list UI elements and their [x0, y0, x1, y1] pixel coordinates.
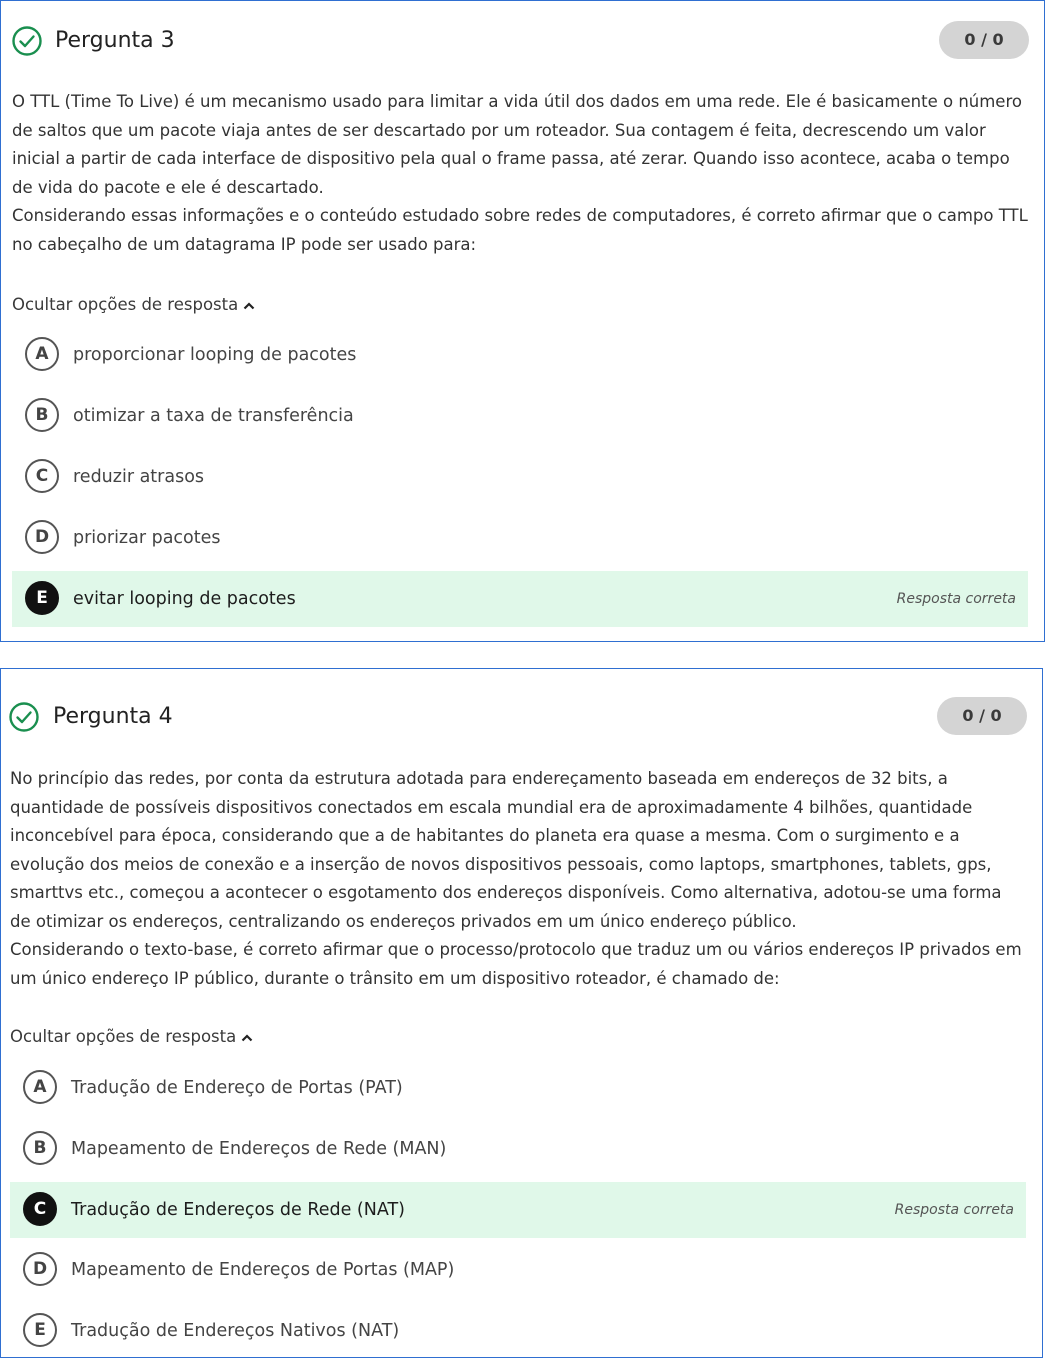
- correct-answer-tag: Resposta correta: [896, 591, 1016, 607]
- question-text: [12, 88, 1030, 259]
- answer-option-a[interactable]: [10, 1060, 1026, 1116]
- option-text: reduzir atrasos: [73, 467, 205, 487]
- option-text: Tradução de Endereços de Rede (NAT): [71, 1200, 405, 1220]
- option-text: Tradução de Endereços Nativos (NAT): [71, 1321, 400, 1341]
- option-text: Tradução de Endereço de Portas (PAT): [71, 1078, 403, 1098]
- option-letter-badge: A: [25, 337, 59, 371]
- question-title: Pergunta 3: [55, 28, 175, 53]
- option-text: Mapeamento de Endereços de Portas (MAP): [71, 1260, 455, 1280]
- option-letter-badge: C: [25, 459, 59, 493]
- answer-option-e[interactable]: [12, 571, 1028, 627]
- answer-option-c[interactable]: [10, 1182, 1026, 1238]
- question-title: Pergunta 4: [53, 704, 173, 729]
- option-text: otimizar a taxa de transferência: [73, 406, 354, 426]
- option-letter-badge: D: [23, 1252, 57, 1286]
- score-badge: 0 / 0: [937, 697, 1027, 735]
- question-card-3: [0, 0, 1045, 642]
- option-letter-badge: E: [23, 1313, 57, 1347]
- score-badge: 0 / 0: [939, 21, 1029, 59]
- option-letter-badge: B: [25, 398, 59, 432]
- question-paragraph: No princípio das redes, por conta da estrutura adotada para endereçamento baseada em endereços de 32 bits, a quantidade de possíveis dispositivos conectados em escala mundial era de aproximadamente 4 bilhões, quantidade inconcebível para época, considerando que a de habitantes do planeta era quase a mesma. Com o surgimento e a evolução dos meios de conexão e a inserção de novos dispositivos pessoais, como laptops, smartphones, tablets, gps, smarttvs etc., começou a acontecer o esgotamento dos endereços disponíveis. Como alternativa, adotou-se uma forma de otimizar os endereços, centralizando os endereços privados em um único endereço público.: [10, 769, 1002, 931]
- answer-option-b[interactable]: [12, 388, 1028, 444]
- answer-option-a[interactable]: [12, 327, 1028, 383]
- question-paragraph: O TTL (Time To Live) é um mecanismo usado para limitar a vida útil dos dados em uma rede. Ele é basicamente o número de saltos que um pacote viaja antes de ser descartado por um roteador. Sua contagem é feita, decrescendo um valor inicial a partir de cada interface de dispositivo pela qual o frame passa, até zerar. Quando isso acontece, acaba o tempo de vida do pacote e ele é descartado.: [12, 92, 1022, 197]
- hide-options-toggle[interactable]: [12, 293, 255, 317]
- chevron-up-icon: [241, 1034, 253, 1042]
- answer-option-c[interactable]: [12, 449, 1028, 505]
- hide-options-toggle[interactable]: [10, 1025, 253, 1049]
- option-letter-badge: A: [23, 1070, 57, 1104]
- answer-option-e[interactable]: [10, 1303, 1026, 1359]
- option-letter-badge: E: [25, 581, 59, 615]
- question-text: [10, 765, 1026, 993]
- question-paragraph: Considerando essas informações e o conteúdo estudado sobre redes de computadores, é correto afirmar que o campo TTL no cabeçalho de um datagrama IP pode ser usado para:: [12, 206, 1028, 254]
- question-header: [1, 701, 1042, 741]
- option-letter-badge: D: [25, 520, 59, 554]
- question-header: [1, 25, 1044, 65]
- answer-option-d[interactable]: [10, 1242, 1026, 1298]
- option-letter-badge: B: [23, 1131, 57, 1165]
- question-paragraph: Considerando o texto-base, é correto afirmar que o processo/protocolo que traduz um ou vários endereços IP privados em um único endereço IP público, durante o trânsito em um dispositivo roteador, é chamado de:: [10, 940, 1022, 988]
- option-text: priorizar pacotes: [73, 528, 221, 548]
- option-text: proporcionar looping de pacotes: [73, 345, 357, 365]
- correct-answer-tag: Resposta correta: [894, 1202, 1014, 1218]
- question-card-4: [0, 668, 1043, 1358]
- answer-option-b[interactable]: [10, 1121, 1026, 1177]
- option-text: Mapeamento de Endereços de Rede (MAN): [71, 1139, 447, 1159]
- toggle-label: Ocultar opções de resposta: [10, 1027, 237, 1046]
- check-circle-icon: [11, 25, 43, 57]
- check-circle-icon: [8, 701, 40, 733]
- toggle-label: Ocultar opções de resposta: [12, 295, 239, 314]
- option-text: evitar looping de pacotes: [73, 589, 296, 609]
- answer-option-d[interactable]: [12, 510, 1028, 566]
- chevron-up-icon: [243, 302, 255, 310]
- option-letter-badge: C: [23, 1192, 57, 1226]
